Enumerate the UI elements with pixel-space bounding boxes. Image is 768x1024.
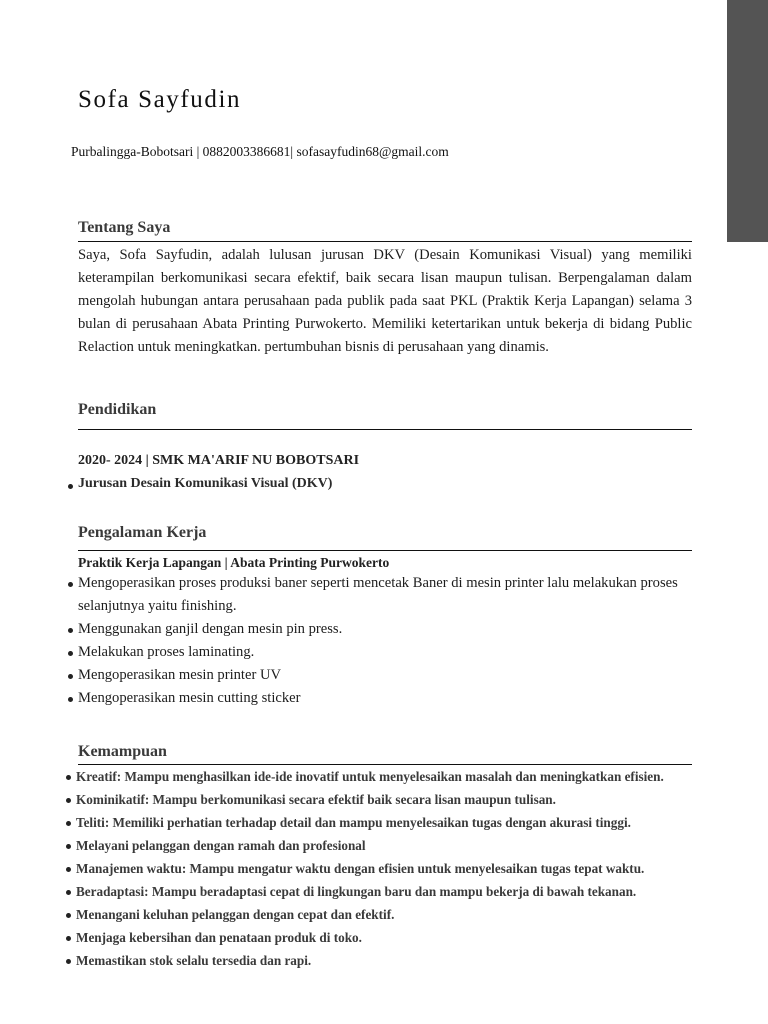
about-divider [78,241,692,242]
experience-list [68,572,708,710]
list-item: Melayani pelanggan dengan ramah dan profesional [66,835,756,858]
education-entry: 2020- 2024 | SMK MA'ARIF NU BOBOTSARI [78,453,360,468]
contact-info: Purbalingga-Bobotsari | 0882003386681| sofasayfudin68@gmail.com [71,144,449,159]
education-title: Pendidikan [78,401,157,418]
list-item: Mengoperasikan mesin printer UV [68,664,708,687]
experience-title: Pengalaman Kerja [78,524,207,541]
education-divider [78,429,692,430]
skills-list [66,766,756,973]
list-item: Kominikatif: Mampu berkomunikasi secara efektif baik secara lisan maupun tulisan. [66,789,756,812]
list-item: Teliti: Memiliki perhatian terhadap detail dan mampu menyelesaikan tugas dengan akurasi tinggi. [66,812,756,835]
list-item: Menangani keluhan pelanggan dengan cepat dan efektif. [66,904,756,927]
experience-entry: Praktik Kerja Lapangan | Abata Printing Purwokerto [78,555,390,570]
list-item: Mengoperasikan proses produksi baner seperti mencetak Baner di mesin printer lalu melakukan proses selanjutnya yaitu finishing. [68,572,708,618]
experience-divider [78,550,692,551]
list-item: Melakukan proses laminating. [68,641,708,664]
list-item: Manajemen waktu: Mampu mengatur waktu dengan efisien untuk menyelesaikan tugas tepat waktu. [66,858,756,881]
list-item: Jurusan Desain Komunikasi Visual (DKV) [68,476,332,492]
list-item: Mengoperasikan mesin cutting sticker [68,687,708,710]
skills-title: Kemampuan [78,743,167,760]
resume-name: Sofa Sayfudin [78,86,242,113]
list-item: Menjaga kebersihan dan penataan produk di toko. [66,927,756,950]
decorative-sidebar-block [727,0,768,242]
list-item: Menggunakan ganjil dengan mesin pin press. [68,618,708,641]
about-title: Tentang Saya [78,219,171,236]
skills-divider [78,764,692,765]
about-text: Saya, Sofa Sayfudin, adalah lulusan jurusan DKV (Desain Komunikasi Visual) yang memiliki keterampilan berkomunikasi secara efektif, baik secara lisan maupun tulisan. Berpengalaman dalam mengolah hubungan antara perusahaan pada publik pada saat PKL (Praktik Kerja Lapangan) selama 3 bulan di perusahaan Abata Printing Purwokerto. Memiliki ketertarikan untuk bekerja di bidang Public Relaction untuk meningkatkan. pertumbuhan bisnis di perusahaan yang dinamis. [78,247,692,355]
education-list [68,476,332,492]
list-item: Kreatif: Mampu menghasilkan ide-ide inovatif untuk menyelesaikan masalah dan meningkatkan efisien. [66,766,756,789]
list-item: Memastikan stok selalu tersedia dan rapi. [66,950,756,973]
list-item: Beradaptasi: Mampu beradaptasi cepat di lingkungan baru dan mampu bekerja di bawah tekanan. [66,881,756,904]
